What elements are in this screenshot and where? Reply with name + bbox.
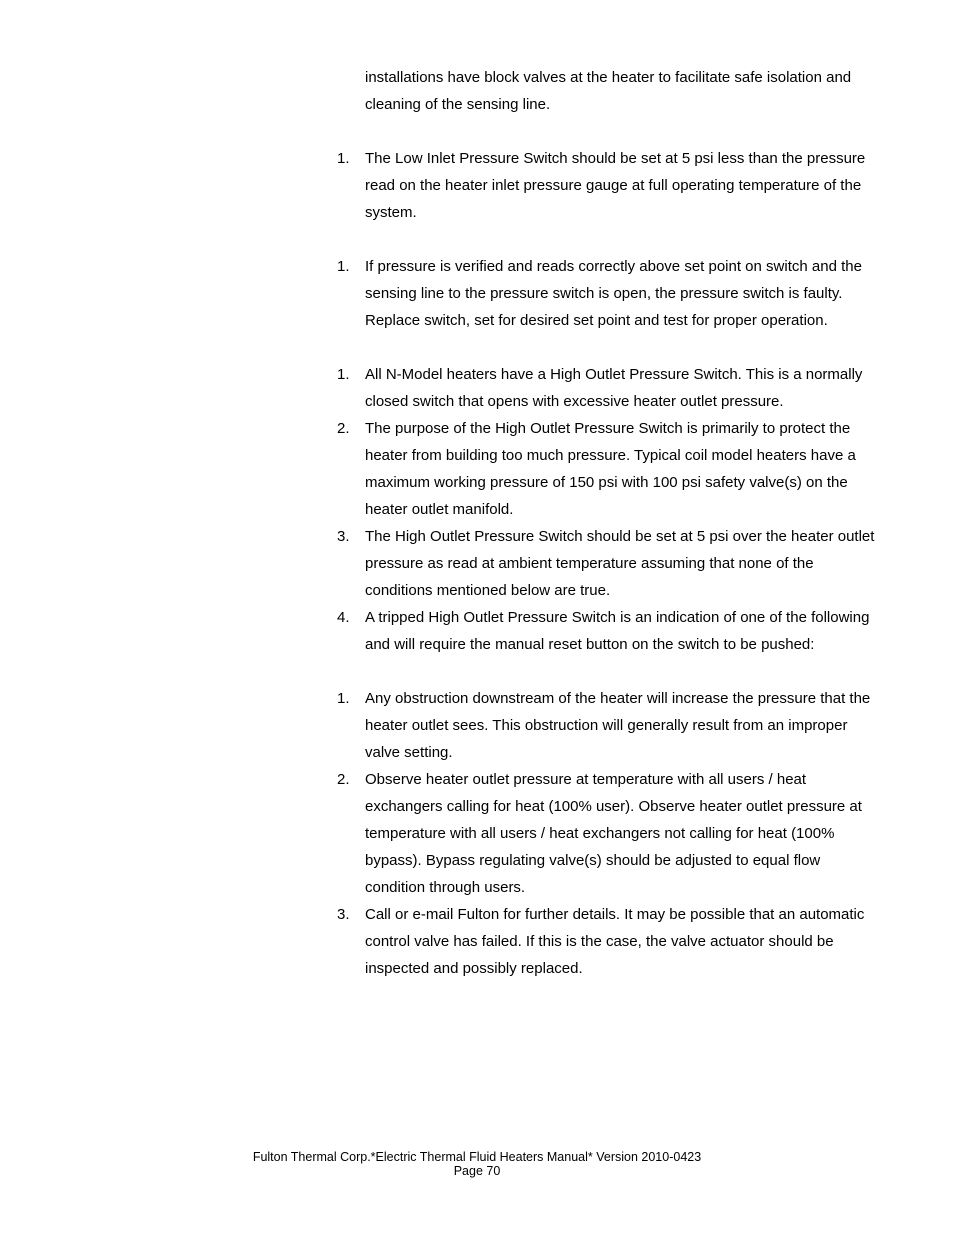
page-footer <box>0 1150 954 1178</box>
list-number: 2. <box>337 420 350 437</box>
list-item-text: The purpose of the High Outlet Pressure Switch is primarily to protect the heater from building too much pressure. Typical coil model heaters have a maximum working pressure of 150 psi with 100 psi safety valve(s) on the heater outlet manifold. <box>365 420 856 518</box>
numbered-list-2 <box>337 253 877 334</box>
list-item <box>337 901 877 982</box>
list-item-text: The High Outlet Pressure Switch should be set at 5 psi over the heater outlet pressure as read at ambient temperature assuming that none of the conditions mentioned below are true. <box>365 528 875 599</box>
numbered-list-3 <box>337 361 877 658</box>
list-item <box>337 523 877 604</box>
list-item <box>337 145 877 226</box>
list-number: 3. <box>337 906 350 923</box>
page-content <box>337 64 877 982</box>
list-item <box>337 604 877 658</box>
numbered-list-1 <box>337 145 877 226</box>
list-item-text: If pressure is verified and reads correctly above set point on switch and the sensing line to the pressure switch is open, the pressure switch is faulty. Replace switch, set for desired set point and test for proper operation. <box>365 258 862 329</box>
list-item-text: A tripped High Outlet Pressure Switch is an indication of one of the following and will require the manual reset button on the switch to be pushed: <box>365 609 870 653</box>
intro-paragraph: installations have block valves at the heater to facilitate safe isolation and cleaning of the sensing line. <box>365 69 852 113</box>
page-number: Page 70 <box>453 1164 501 1178</box>
list-number: 4. <box>337 609 350 626</box>
list-item <box>337 685 877 766</box>
list-item <box>337 766 877 901</box>
list-number: 2. <box>337 771 350 788</box>
list-number: 1. <box>337 150 350 167</box>
list-number: 1. <box>337 690 350 707</box>
list-item-text: All N-Model heaters have a High Outlet Pressure Switch. This is a normally closed switch that opens with excessive heater outlet pressure. <box>365 366 863 410</box>
footer-title: Fulton Thermal Corp.*Electric Thermal Fluid Heaters Manual* Version 2010-0423 <box>252 1150 702 1164</box>
list-item-text: Observe heater outlet pressure at temperature with all users / heat exchangers calling for heat (100% user). Observe heater outlet pressure at temperature with all users / heat exchangers not calling for heat (100% bypass). Bypass regulating valve(s) should be adjusted to equal flow condition through users. <box>365 771 862 896</box>
list-item <box>337 361 877 415</box>
list-item <box>337 415 877 523</box>
list-item-text: Call or e-mail Fulton for further details. It may be possible that an automatic control valve has failed. If this is the case, the valve actuator should be inspected and possibly replaced. <box>365 906 865 977</box>
list-number: 1. <box>337 258 350 275</box>
list-item-text: Any obstruction downstream of the heater will increase the pressure that the heater outlet sees. This obstruction will generally result from an improper valve setting. <box>365 690 871 761</box>
list-number: 1. <box>337 366 350 383</box>
list-number: 3. <box>337 528 350 545</box>
list-item <box>337 253 877 334</box>
numbered-list-4 <box>337 685 877 982</box>
list-item-text: The Low Inlet Pressure Switch should be set at 5 psi less than the pressure read on the heater inlet pressure gauge at full operating temperature of the system. <box>365 150 866 221</box>
